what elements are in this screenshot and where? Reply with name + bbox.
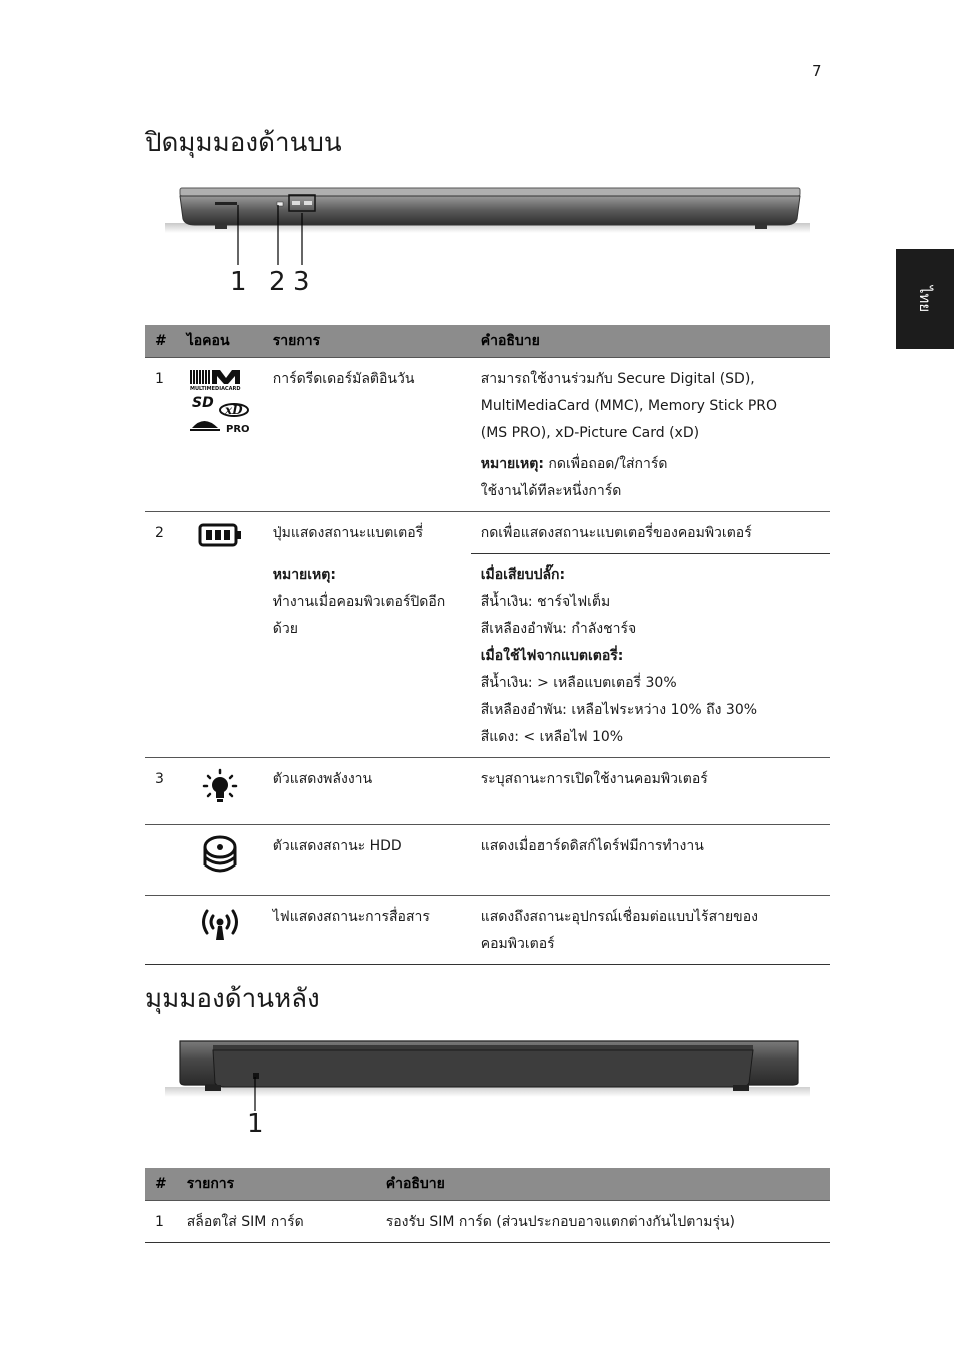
note-line: ด้วย: [272, 620, 298, 637]
card-reader-icons: [177, 358, 263, 512]
note-line-2: ใช้งานได้ทีละหนึ่งการ์ด: [480, 483, 622, 499]
language-tab-label: ไทย: [915, 285, 934, 313]
row-item: สล็อตใส่ SIM การ์ด: [177, 1201, 376, 1243]
header-num: #: [145, 1168, 177, 1201]
desc-line: (MS PRO), xD-Picture Card (xD): [480, 425, 700, 441]
rear-view-table: [145, 1168, 830, 1243]
row-desc: รองรับ SIM การ์ด (ส่วนประกอบอาจแตกต่างกันไปตามรุ่น): [376, 1201, 830, 1243]
table-row: [145, 512, 830, 554]
header-num: #: [145, 325, 177, 358]
row-note: [263, 554, 471, 758]
row-num-empty: [145, 896, 177, 965]
table-row: [145, 1201, 830, 1243]
row-item: การ์ดรีดเดอร์มัลติอินวัน: [272, 371, 415, 387]
row-num: 3: [145, 758, 177, 825]
header-item: รายการ: [177, 1168, 376, 1201]
hdd-disk-icon: [202, 835, 238, 879]
callout-2: 2: [269, 267, 286, 297]
rear-callout-1: 1: [247, 1109, 264, 1139]
table-row: [145, 896, 830, 965]
table-row: [145, 758, 830, 825]
battery-line: สีแดง: < เหลือไฟ 10%: [480, 729, 624, 745]
table-row: [145, 825, 830, 896]
power-bulb-icon: [200, 768, 240, 808]
xd-logo-text: xD: [224, 403, 243, 417]
row-item: ไฟแสดงสถานะการสื่อสาร: [263, 896, 471, 965]
row-desc: [471, 358, 830, 512]
desc-line: แสดงถึงสถานะอุปกรณ์เชื่อมต่อแบบไร้สายของ: [480, 909, 758, 925]
row-desc: ระบุสถานะการเปิดใช้งานคอมพิวเตอร์: [471, 758, 830, 825]
row-item: ตัวแสดงสถานะ HDD: [263, 825, 471, 896]
callout-lines: [145, 203, 830, 273]
row-item: ตัวแสดงพลังงาน: [263, 758, 471, 825]
header-desc: คำอธิบาย: [471, 325, 830, 358]
wireless-signal-icon: [197, 906, 243, 944]
row-num-empty: [145, 825, 177, 896]
card-reader-icon: [188, 368, 252, 434]
battery-icon: [177, 512, 263, 758]
desc-line: MultiMediaCard (MMC), Memory Stick PRO: [480, 398, 778, 414]
plugged-line: สีเหลืองอำพัน: กำลังชาร์จ: [480, 621, 637, 637]
note-line: [481, 451, 820, 478]
desc-line: คอมพิวเตอร์: [480, 936, 555, 952]
callout-3: 3: [293, 267, 310, 297]
note-label: หมายเหตุ:: [480, 456, 544, 472]
language-tab: [896, 249, 954, 349]
header-desc: คำอธิบาย: [376, 1168, 830, 1201]
table-header: [145, 325, 830, 358]
note-text: กดเพื่อถอด/ใส่การ์ด: [543, 456, 668, 472]
battery-line: สีเหลืองอำพัน: เหลือไฟระหว่าง 10% ถึง 30%: [480, 702, 758, 718]
row-num: 1: [155, 371, 164, 387]
header-item: รายการ: [263, 325, 471, 358]
table-row: [145, 358, 830, 512]
rear-view-illustration: [145, 1035, 830, 1145]
power-icon: [177, 758, 263, 825]
note-label: หมายเหตุ:: [272, 566, 336, 583]
row-num: 2: [145, 512, 177, 758]
row-desc: [471, 896, 830, 965]
front-view-illustration: [145, 183, 830, 303]
ms-pro-label: PRO: [225, 424, 250, 434]
hdd-icon: [177, 825, 263, 896]
battery-label: เมื่อใช้ไฟจากแบตเตอรี่:: [480, 648, 624, 664]
sd-logo-text: SD: [191, 395, 214, 411]
header-icon: ไอคอน: [177, 325, 263, 358]
note-line: ทำงานเมื่อคอมพิวเตอร์ปิดอีก: [272, 593, 446, 610]
mmc-label: MULTIMEDIACARD: [189, 386, 241, 392]
front-view-title: ปิดมุมมองด้านบน: [145, 128, 342, 158]
page-number: 7: [812, 62, 822, 80]
plugged-label: เมื่อเสียบปลั๊ก:: [480, 567, 566, 583]
desc-line: สามารถใช้งานร่วมกับ Secure Digital (SD),: [480, 371, 755, 387]
front-view-table: [145, 325, 830, 965]
plugged-line: สีน้ำเงิน: ชาร์จไฟเต็ม: [480, 594, 611, 610]
row-desc: กดเพื่อแสดงสถานะแบตเตอรี่ของคอมพิวเตอร์: [471, 512, 830, 554]
row-num: 1: [145, 1201, 177, 1243]
row-desc: แสดงเมื่อฮาร์ดดิสก์ไดร์ฟมีการทำงาน: [471, 825, 830, 896]
callout-1: 1: [230, 267, 247, 297]
row-desc: [471, 554, 830, 758]
row-item: ปุ่มแสดงสถานะแบตเตอรี่: [263, 512, 471, 554]
battery-icon-svg: [198, 522, 242, 548]
table-header: [145, 1168, 830, 1201]
battery-line: สีน้ำเงิน: > เหลือแบตเตอรี่ 30%: [480, 675, 677, 691]
wireless-icon: [177, 896, 263, 965]
rear-view-title: มุมมองด้านหลัง: [145, 984, 320, 1014]
